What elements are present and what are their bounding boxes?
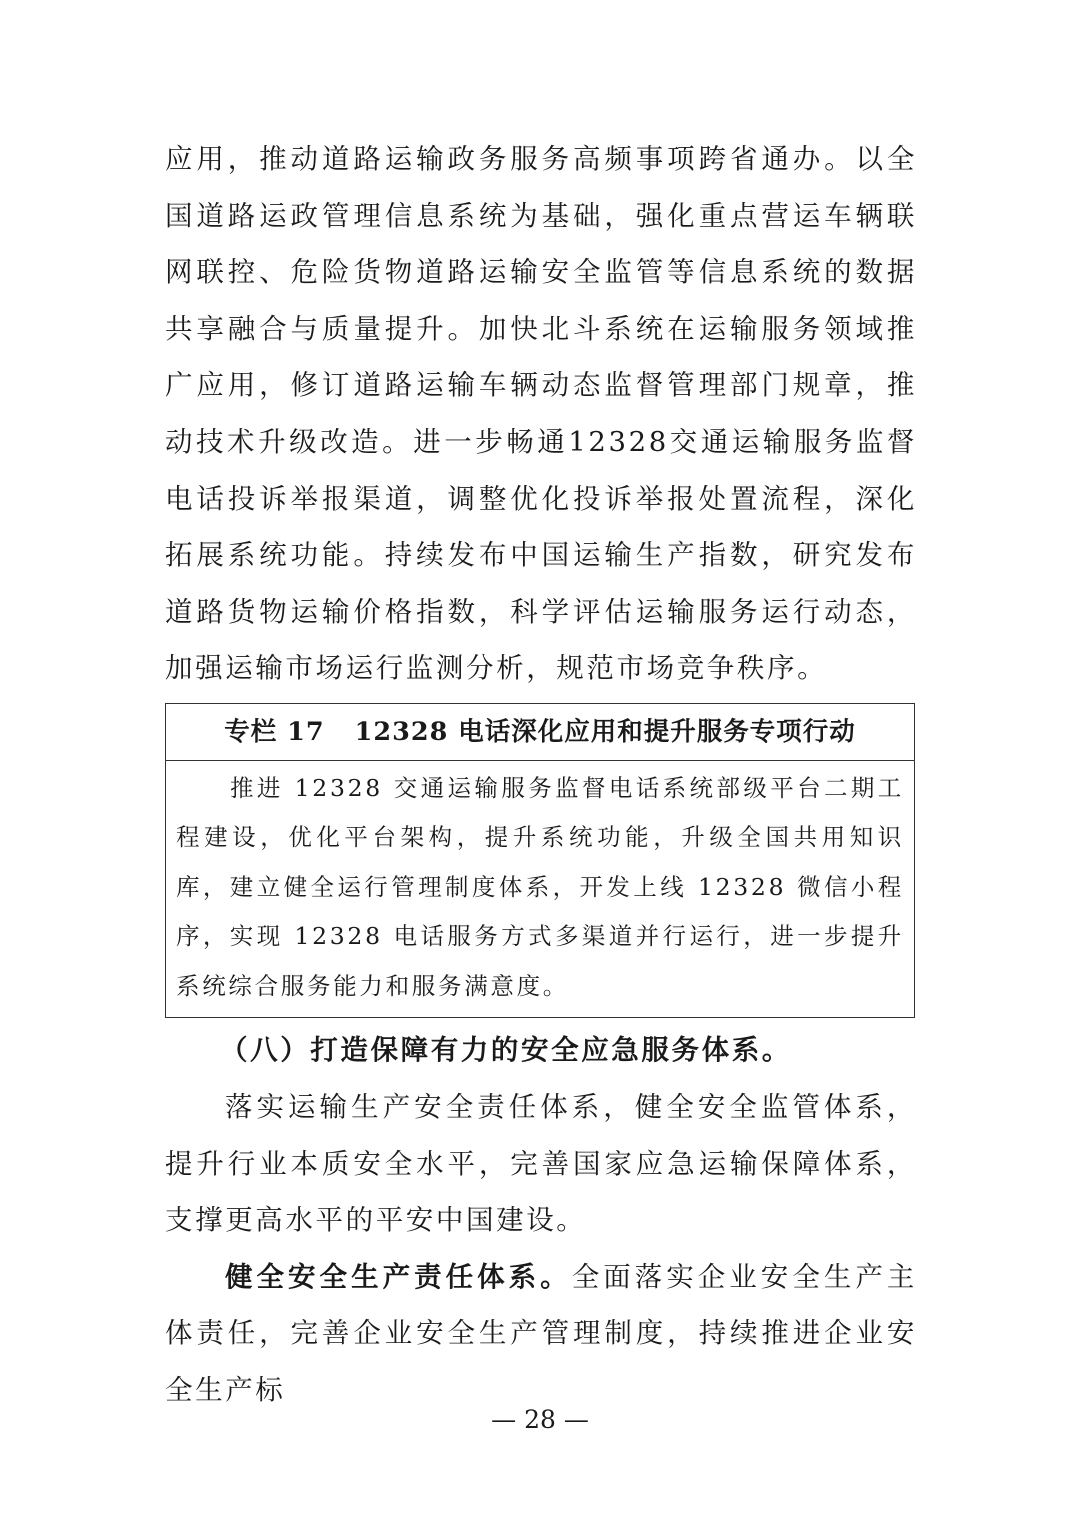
page-content: [165, 131, 917, 1419]
paragraph-text: 全面落实企业安全生产主体责任，完善企业安全生产管理制度，持续推进企业安全生产标: [165, 1260, 917, 1406]
body-paragraph-1: 应用，推动道路运输政务服务高频事项跨省通办。以全国道路运政管理信息系统为基础，强化重点营运车辆联网联控、危险货物道路运输安全监管等信息系统的数据共享融合与质量提升。加快北斗系统在运输服务领域推广应用，修订道路运输车辆动态监督管理部门规章，推动技术升级改造。进一步畅通12328交通运输服务监督电话投诉举报渠道，调整优化投诉举报处置流程，深化拓展系统功能。持续发布中国运输生产指数，研究发布道路货物运输价格指数，科学评估运输服务运行动态，加强运输市场运行监测分析，规范市场竞争秩序。: [165, 143, 917, 685]
section-heading: （八）打造保障有力的安全应急服务体系。: [220, 1034, 792, 1067]
special-column-heading: 12328 电话深化应用和提升服务专项行动: [354, 716, 856, 747]
body-paragraph-2: 落实运输生产安全责任体系，健全安全监管体系，提升行业本质安全水平，完善国家应急运输保障体系，支撑更高水平的平安中国建设。: [165, 1091, 917, 1237]
special-column-title: [166, 704, 914, 761]
special-column-body: 推进 12328 交通运输服务监督电话系统部级平台二期工程建设，优化平台架构，提升系统功能，升级全国共用知识库，建立健全运行管理制度体系，开发上线 12328 微信小程序，实现 12328 电话服务方式多渠道并行运行，进一步提升系统综合服务能力和服务满意度。: [176, 773, 904, 1000]
body-paragraph-3: [165, 1249, 917, 1419]
special-column-label: 专栏 17: [224, 716, 325, 747]
special-column-box: [165, 703, 915, 1019]
page-number: — 28 —: [491, 1405, 589, 1434]
paragraph-lead: 健全安全生产责任体系。: [225, 1260, 572, 1293]
